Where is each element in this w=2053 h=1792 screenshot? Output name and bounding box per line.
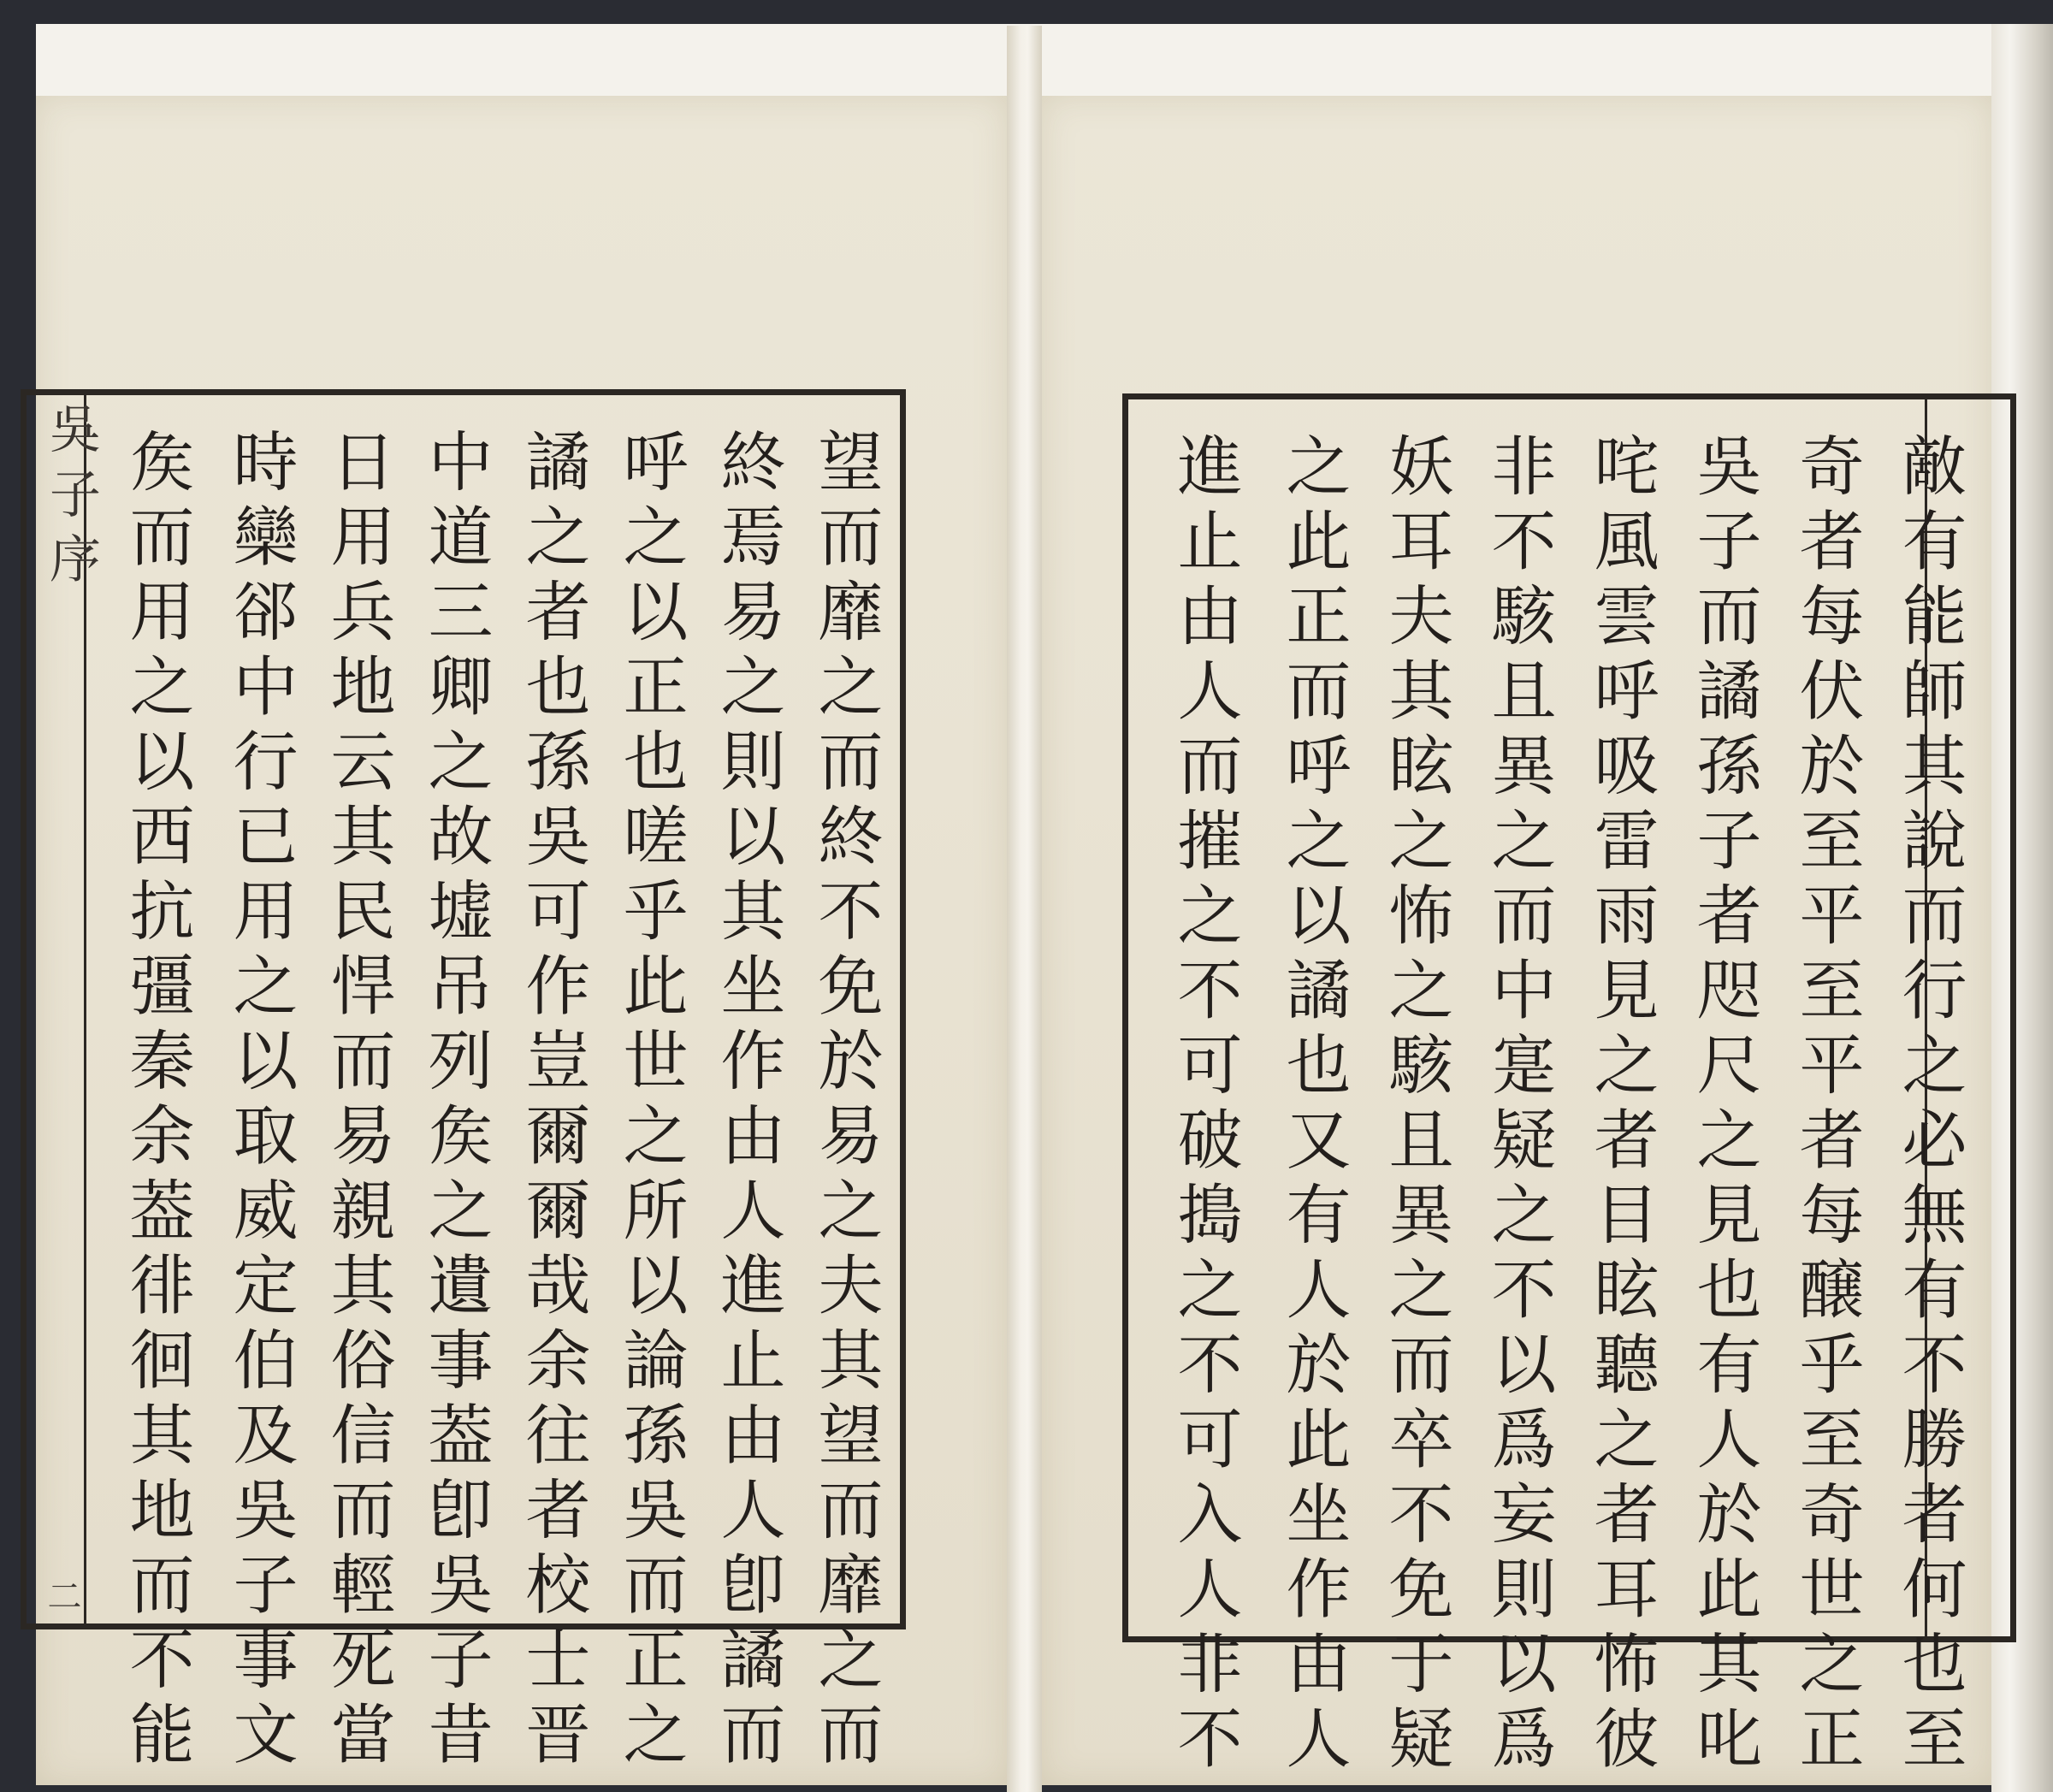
left-margin-title: 吳子序 xyxy=(41,402,101,597)
book-gutter xyxy=(1007,26,1042,1792)
right-column-4: 咤風雲呼吸雷雨見之者目眩聽之者耳怖彼 xyxy=(1583,432,1660,1779)
right-column-5: 非不駭且異之而中寔疑之不以爲妄則以爲 xyxy=(1481,432,1557,1779)
left-column-5: 中道三卿之故墟吊列矦之遺事葢卽吳子昔 xyxy=(417,428,494,1775)
left-column-4: 譎之者也孫吳可作豈爾爾哉余往者校士晋 xyxy=(515,428,591,1775)
left-column-3: 呼之以正也嗟乎此世之所以論孫吳而正之 xyxy=(612,428,689,1775)
right-column-6: 妖耳夫其眩之怖之駭且異之而卒不免于疑 xyxy=(1378,432,1454,1779)
right-column-7: 之此正而呼之以譎也又有人於此坐作由人 xyxy=(1275,432,1352,1779)
left-column-8: 矦而用之以西抗彊秦余葢徘徊其地而不能 xyxy=(119,428,195,1775)
left-column-2: 終焉易之則以其坐作由人進止由人卽譎而 xyxy=(710,428,786,1775)
left-column-1: 望而靡之而終不免於易之夫其望而靡之而 xyxy=(808,428,884,1775)
left-page-number: 二 xyxy=(42,1578,81,1612)
right-column-3: 吳子而譎孫子者咫尺之見也有人於此其叱 xyxy=(1686,432,1762,1779)
left-column-6: 日用兵地云其民悍而易親其俗信而輕死當 xyxy=(320,428,396,1775)
left-column-7: 時欒郤中行已用之以取威定伯及吳子事文 xyxy=(222,428,299,1775)
right-column-1: 敵有能師其說而行之必無有不勝者何也至 xyxy=(1891,432,1967,1779)
right-column-2: 奇者每伏於至平至平者每醸乎至奇世之正 xyxy=(1789,432,1865,1779)
right-text-frame xyxy=(1122,393,2016,1642)
right-column-8: 進止由人而摧之不可破搗之不可入人非不 xyxy=(1167,432,1243,1779)
